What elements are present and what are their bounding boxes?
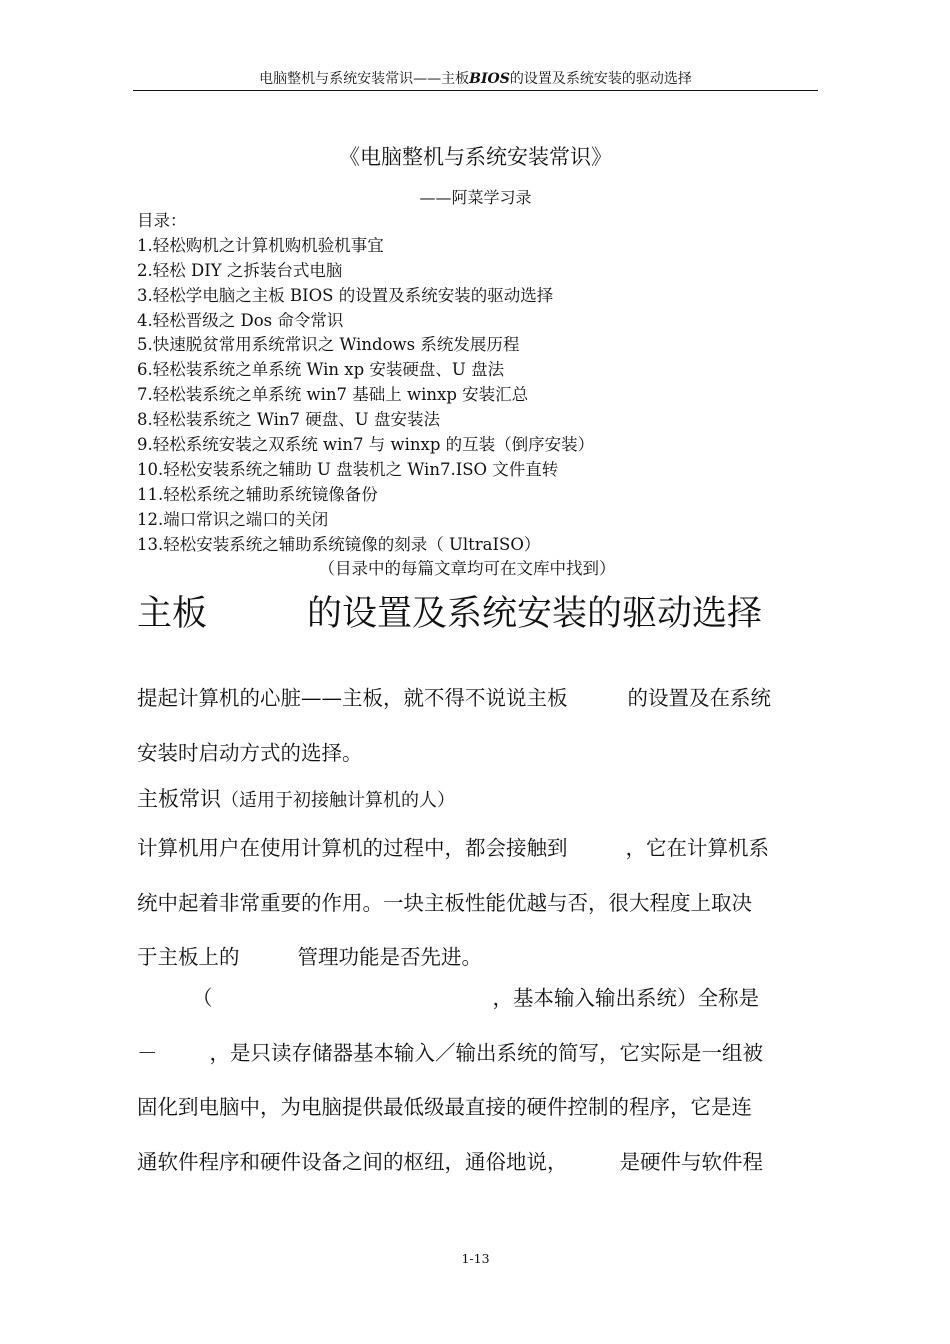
- running-header-prefix: 电脑整机与系统安装常识——主板: [259, 71, 470, 87]
- header-rule: [133, 90, 818, 91]
- paragraph-line: [137, 890, 827, 945]
- toc-item: 4.轻松晋级之 Dos 命令常识: [137, 310, 344, 330]
- intro-line2: 安装时启动方式的选择。: [137, 740, 363, 765]
- intro-line1-b: 的设置及在系统: [627, 686, 771, 710]
- running-header: [133, 70, 818, 88]
- document-title: 《电脑整机与系统安装常识》: [339, 145, 612, 169]
- subsection-note: （适用于初接触计算机的人）: [221, 790, 455, 811]
- intro-paragraph: [137, 685, 827, 794]
- document-author: ——阿菜学习录: [419, 188, 532, 207]
- body-paragraph-1: [137, 835, 827, 999]
- paragraph-line: [137, 1094, 827, 1149]
- p1-line3-b: 管理功能是否先进。: [297, 945, 482, 969]
- running-header-bios: BIOS: [469, 71, 510, 87]
- toc-item: 9.轻松系统安装之双系统 win7 与 winxp 的互装（倒序安装）: [137, 435, 595, 455]
- p1-line2: 统中起着非常重要的作用。一块主板性能优越与否，很大程度上取决: [137, 890, 752, 915]
- toc-item: 13.轻松安装系统之辅助系统镜像的刻录（ UltraISO）: [137, 534, 541, 554]
- p2-line4-b: 是硬件与软件程: [619, 1149, 763, 1174]
- paragraph-line: [137, 685, 827, 740]
- running-header-suffix: 的设置及系统安装的驱动选择: [509, 71, 692, 87]
- toc-item: 6.轻松装系统之单系统 Win xp 安装硬盘、U 盘法: [137, 360, 505, 380]
- toc-item: 2.轻松 DIY 之拆装台式电脑: [137, 260, 343, 280]
- p2-line1-a: （: [192, 986, 213, 1010]
- section-title: [137, 590, 827, 638]
- toc-item: 1.轻松购机之计算机购机验机事宜: [137, 235, 384, 255]
- p1-line1-b: ，它在计算机系: [625, 836, 769, 860]
- paragraph-line: [137, 835, 827, 890]
- subsection-title: 主板常识: [137, 787, 221, 811]
- body-paragraph-2: [137, 985, 827, 1203]
- p1-line3-a: 于主板上的: [137, 945, 240, 969]
- intro-line1-a: 提起计算机的心脏——主板，就不得不说说主板: [137, 686, 568, 710]
- toc-item: 7.轻松装系统之单系统 win7 基础上 winxp 安装汇总: [137, 385, 529, 405]
- section-title-part-b: 的设置及系统安装的驱动选择: [307, 594, 763, 634]
- p2-line2-a: －: [137, 1040, 158, 1065]
- p2-line2-b: ，是只读存储器基本输入／输出系统的简写，它实际是一组被: [209, 1040, 763, 1065]
- p1-line1-a: 计算机用户在使用计算机的过程中，都会接触到: [137, 836, 568, 860]
- subsection-heading: [137, 785, 455, 815]
- toc-item: 11.轻松系统之辅助系统镜像备份: [137, 484, 378, 504]
- paragraph-line: [137, 985, 827, 1040]
- toc-item: 12.端口常识之端口的关闭: [137, 509, 329, 529]
- paragraph-line: [137, 1040, 827, 1095]
- toc-label: 目录：: [137, 211, 187, 230]
- p2-line3: 固化到电脑中，为电脑提供最低级最直接的硬件控制的程序，它是连: [137, 1095, 752, 1119]
- paragraph-line: [137, 1149, 827, 1204]
- toc-item: 10.轻松安装系统之辅助 U 盘装机之 Win7.ISO 文件直转: [137, 459, 559, 479]
- toc-note: （目录中的每篇文章均可在文库中找到）: [318, 559, 616, 578]
- toc-item: 8.轻松装系统之 Win7 硬盘、U 盘安装法: [137, 410, 440, 430]
- toc-item: 3.轻松学电脑之主板 BIOS 的设置及系统安装的驱动选择: [137, 285, 554, 305]
- toc-item: 5.快速脱贫常用系统常识之 Windows 系统发展历程: [137, 335, 520, 355]
- table-of-contents: [137, 209, 797, 557]
- p2-line1-b: ，基本输入输出系统）全称是: [492, 986, 759, 1010]
- p2-line4-a: 通软件程序和硬件设备之间的枢纽，通俗地说，: [137, 1149, 568, 1174]
- page-number: 1-13: [461, 1251, 490, 1266]
- section-title-part-a: 主板: [137, 594, 208, 634]
